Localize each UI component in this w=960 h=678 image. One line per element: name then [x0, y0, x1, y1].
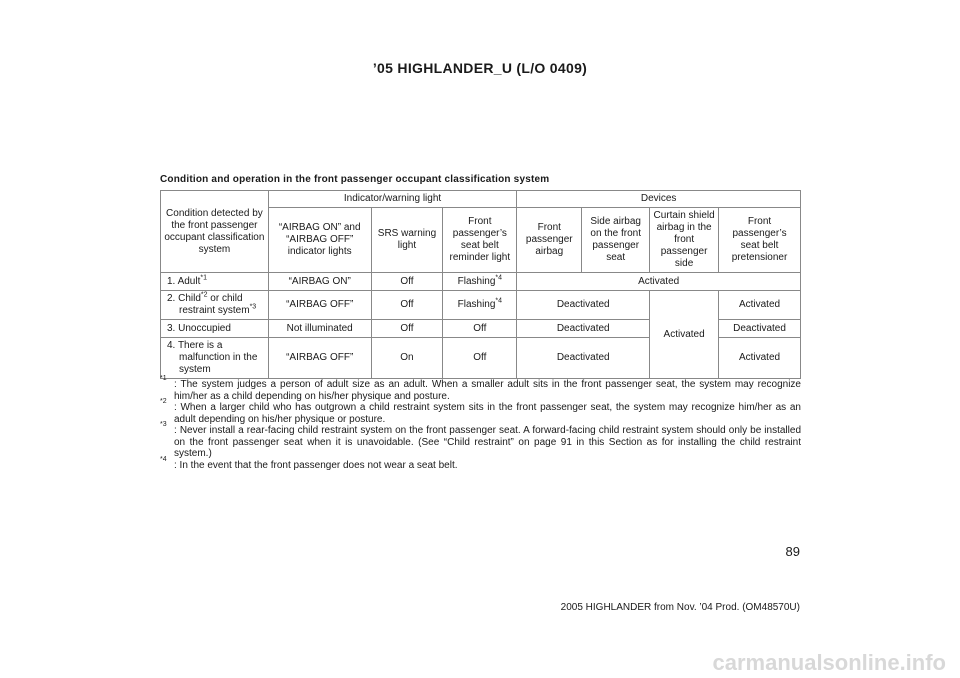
- devices-cell: Activated: [517, 273, 801, 291]
- header-front-airbag: Front passenger airbag: [517, 208, 582, 273]
- footnote: *2 : When a larger child who has outgrown a child restraint system sits in the front passenger seat, the system may recognize him/her as an adult depending on his/her physique or posture.: [160, 398, 801, 425]
- header-side-airbag: Side airbag on the front passenger seat: [582, 208, 650, 273]
- condition-cell: 1. Adult$^{*1}$: [161, 273, 269, 291]
- reminder-cell: Flashing$^{*4}$: [443, 291, 517, 320]
- table-row: [161, 291, 801, 320]
- footnote: *4 : In the event that the front passenger does not wear a seat belt.: [160, 455, 458, 471]
- classification-table: [160, 190, 801, 379]
- srs-cell: Off: [371, 273, 443, 291]
- section-title: Condition and operation in the front passenger occupant classification system: [160, 174, 550, 185]
- srs-cell: Off: [371, 291, 443, 320]
- indicator-cell: “AIRBAG OFF”: [268, 338, 371, 379]
- reminder-cell: Off: [443, 320, 517, 338]
- srs-cell: Off: [371, 320, 443, 338]
- header-condition: Condition detected by the front passenger occupant classification system: [161, 191, 269, 273]
- header-devices-group: Devices: [517, 191, 801, 208]
- condition-cell: 3. Unoccupied: [161, 320, 269, 338]
- document-header: ’05 HIGHLANDER_U (L/O 0409): [372, 60, 588, 76]
- header-curtain-airbag: Curtain shield airbag in the front passenger side: [650, 208, 719, 273]
- front-airbag-cell: Deactivated: [517, 291, 650, 320]
- indicator-cell: Not illuminated: [268, 320, 371, 338]
- header-airbag-on-off: “AIRBAG ON” and “AIRBAG OFF” indicator lights: [268, 208, 371, 273]
- footnote: *3 : Never install a rear-facing child restraint system on the front passenger seat. A forward-facing child restraint system should only be installed on the front passenger seat when it is unavoidable. (See “Child restraint” on page 91 in this Section as for installing the child restraint system.): [160, 421, 801, 459]
- header-indicator-group: Indicator/warning light: [268, 191, 516, 208]
- srs-cell: On: [371, 338, 443, 379]
- watermark: carmanualsonline.info: [712, 650, 946, 675]
- indicator-cell: “AIRBAG OFF”: [268, 291, 371, 320]
- side-curtain-merged-cell: Activated: [650, 291, 719, 379]
- table-row: [161, 273, 801, 291]
- front-airbag-cell: Deactivated: [517, 338, 650, 379]
- pretensioner-cell: Deactivated: [719, 320, 801, 338]
- pretensioner-cell: Activated: [719, 291, 801, 320]
- header-srs-warning: SRS warning light: [371, 208, 443, 273]
- document-footer: 2005 HIGHLANDER from Nov. ’04 Prod. (OM48570U): [560, 602, 800, 613]
- indicator-cell: “AIRBAG ON”: [268, 273, 371, 291]
- footnote: *1 : The system judges a person of adult size as an adult. When a smaller adult sits in the front passenger seat, the system may recognize him/her as a child depending on his/her physique and posture.: [160, 375, 801, 402]
- header-pretensioner: Front passenger’s seat belt pretensioner: [719, 208, 801, 273]
- condition-cell: 4. There is a malfunction in the system: [161, 338, 269, 379]
- reminder-cell: Off: [443, 338, 517, 379]
- pretensioner-cell: Activated: [719, 338, 801, 379]
- front-airbag-cell: Deactivated: [517, 320, 650, 338]
- footnotes: [160, 375, 801, 471]
- condition-cell: 2. Child$^{*2}$ or child restraint system$^{*3}$: [161, 291, 269, 320]
- header-seatbelt-reminder: Front passenger’s seat belt reminder light: [443, 208, 517, 273]
- reminder-cell: Flashing$^{*4}$: [443, 273, 517, 291]
- page-number: 89: [785, 544, 800, 559]
